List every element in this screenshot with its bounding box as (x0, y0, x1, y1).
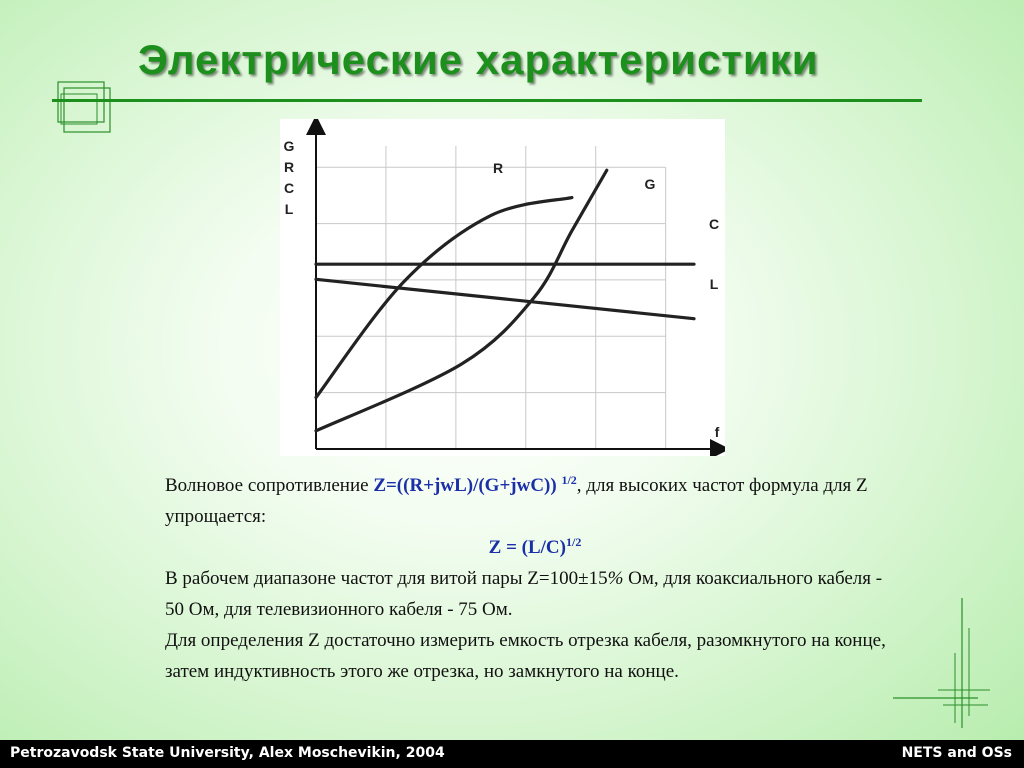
paragraph-impedance (165, 470, 905, 532)
chart-panel (280, 119, 725, 456)
paragraph-measure: Для определения Z достаточно измерить емкость отрезка кабеля, разомкнутого на конце, затем индуктивность этого же отрезка, но замкнутого на конце. (165, 630, 886, 682)
series-line-g (316, 170, 607, 431)
range-text-a: В рабочем диапазоне частот для витой пары Z=100 (165, 568, 579, 589)
chart-labels (284, 138, 720, 440)
simplified-exponent: 1/2 (565, 535, 582, 549)
footer-left: Petrozavodsk State University, Alex Moschevikin, 2004 (10, 745, 445, 761)
plus-minus-sign: ± (578, 568, 589, 589)
title-underline (52, 99, 922, 102)
impedance-label: Волновое сопротивление (165, 475, 374, 496)
y-axis-label: G (283, 138, 295, 154)
slide-title: Электрические характеристики (138, 36, 819, 83)
y-axis-label: C (283, 180, 295, 196)
line-chart (280, 119, 725, 456)
footer-right: NETS and OSs (901, 745, 1012, 761)
body-text (165, 470, 905, 687)
series-label-c: C (708, 216, 720, 232)
paragraph-simplified (165, 532, 905, 563)
range-text-c: Ом, для коаксиального кабеля - 50 Ом, для телевизионного кабеля - 75 Ом. (165, 568, 883, 620)
range-text-b: 15 (588, 568, 608, 589)
decorative-squares (56, 80, 116, 140)
impedance-formula: Z=((R+jwL)/(G+jwC)) (373, 475, 557, 496)
series-label-l: L (709, 276, 719, 292)
series-line-l (316, 279, 694, 318)
y-axis-label: L (284, 201, 294, 217)
paragraph-range (165, 563, 905, 625)
series-label-g: G (644, 176, 656, 192)
series-label-r: R (492, 160, 504, 176)
chart-curves (316, 170, 694, 431)
percent-sign: % (607, 568, 624, 589)
simplified-formula: Z = (L/C) (488, 537, 566, 558)
x-axis-label: f (714, 424, 720, 440)
decorative-lines (893, 598, 993, 728)
impedance-tail: , для высоких частот формула для Z упрощается: (165, 475, 868, 527)
footer-bar (0, 740, 1024, 768)
y-axis-label: R (283, 159, 295, 175)
impedance-exponent: 1/2 (561, 473, 577, 487)
